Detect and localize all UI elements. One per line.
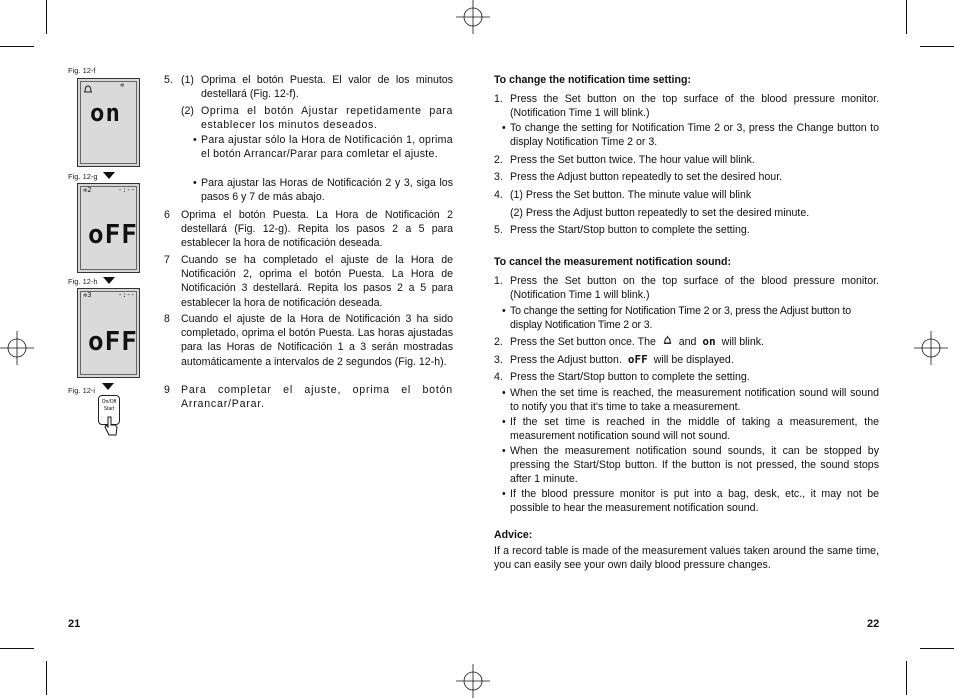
hand-pointer-icon — [103, 415, 119, 437]
time-indicator: -:-- — [118, 291, 135, 299]
section-heading: To change the notification time setting: — [494, 74, 691, 86]
list-text-part: Press the Set button once. The — [510, 336, 656, 348]
step-text: Oprima el botón Puesta. El valor de los minutos destellará (Fig. 12-f). — [201, 74, 453, 101]
bullet-text: Para ajustar sólo la Hora de Notificación 1, oprima el botón Arrancar/Parar para comletar el ajuste. — [201, 134, 453, 161]
bullet: • — [193, 134, 197, 146]
step-text: Cuando el ajuste de la Hora de Notificación 3 ha sido completado, oprima el botón Puesta. Las horas ajustadas para las Horas de Notificación 1 a 3 serán mostradas automáticamente a intervalos de 2 segundos (Fig. 12-h). — [181, 313, 453, 368]
page-number: 21 — [68, 618, 81, 630]
registration-mark-icon — [0, 331, 34, 365]
list-text — [510, 353, 879, 367]
bell-icon: ✲3 — [83, 291, 92, 299]
list-text: To change the setting for Notification Time 2 or 3, press the Adjust button to display Notification Time 2 or 3. — [510, 305, 852, 332]
step-number: 7 — [164, 254, 170, 266]
page-number: 22 — [867, 618, 880, 630]
crop-mark — [906, 661, 907, 695]
bell-icon — [662, 335, 673, 346]
list-number: 1. — [494, 275, 503, 287]
blink-indicator: ✲ — [120, 81, 125, 89]
list-text: Press the Start/Stop button to complete the setting. — [510, 224, 750, 236]
crop-mark — [0, 648, 34, 649]
list-text: Press the Set button on the top surface of the blood pressure monitor. (Notification Time 1 will blink.) — [510, 275, 879, 302]
button-label: Start — [103, 406, 115, 412]
registration-mark-icon — [914, 331, 948, 365]
crop-mark — [46, 661, 47, 695]
button-label: On/Off — [101, 399, 117, 405]
bullet: • — [502, 416, 506, 428]
list-number: 5. — [494, 224, 503, 236]
crop-mark — [46, 0, 47, 34]
time-indicator: -:-- — [118, 186, 135, 194]
lcd-value: on — [90, 99, 121, 127]
bullet: • — [502, 387, 506, 399]
bullet-text: When the set time is reached, the measurement notification sound will sound to notify you that it's time to take a measurement. — [510, 387, 879, 414]
arrow-down-icon — [103, 277, 115, 284]
section-heading: To cancel the measurement notification sound: — [494, 256, 732, 268]
step-text: Oprima el botón Ajustar repetidamente para establecer los minutos deseados. — [201, 105, 453, 132]
advice-heading: Advice: — [494, 529, 533, 541]
substep-number: (2) — [181, 105, 194, 117]
list-text: Press the Set button on the top surface of the blood pressure monitor. (Notification Time 1 will blink.) — [510, 93, 879, 120]
list-text-part: Press the Adjust button. — [510, 354, 622, 366]
registration-mark-icon — [456, 664, 490, 698]
step-number: 9 — [164, 384, 170, 396]
bullet: • — [502, 488, 506, 500]
step-text: Para completar el ajuste, oprima el botón Arrancar/Parar. — [181, 384, 453, 411]
lcd-display — [77, 288, 140, 378]
bullet: • — [502, 122, 506, 134]
step-number: 8 — [164, 313, 170, 325]
bullet: • — [502, 445, 506, 457]
lcd-display — [77, 78, 140, 167]
list-text — [510, 335, 879, 349]
list-number: 2. — [494, 154, 503, 166]
figure-label: Fig. 12-h — [68, 277, 98, 286]
bullet-text: When the measurement notification sound sounds, it can be stopped by pressing the Start/Stop button. If the button is not pressed, the sound stops after 1 minute. — [510, 445, 879, 486]
list-number: 2. — [494, 336, 503, 348]
on-display-icon: on — [702, 335, 716, 348]
arrow-down-icon — [102, 383, 114, 390]
list-number: 4. — [494, 189, 503, 201]
arrow-down-icon — [103, 172, 115, 179]
off-display-icon: oFF — [627, 353, 648, 366]
bullet: • — [502, 305, 506, 317]
crop-mark — [0, 46, 34, 47]
list-text: (1) Press the Set button. The minute value will blink — [510, 189, 752, 201]
list-number: 1. — [494, 93, 503, 105]
figure-label: Fig. 12-g — [68, 172, 98, 181]
bullet-text: Para ajustar las Horas de Notificación 2 y 3, siga los pasos 6 y 7 de más abajo. — [201, 177, 453, 204]
lcd-value: oFF — [88, 327, 138, 357]
bullet-text: If the blood pressure monitor is put into a bag, desk, etc., it may not be possible to hear the measurement notification sound. — [510, 488, 879, 515]
bullet: • — [193, 177, 197, 189]
step-text: Oprima el botón Puesta. La Hora de Notificación 2 destellará (Fig. 12-g). Repita los pasos 2 a 5 para establecer la hora de notificación deseada. — [181, 209, 453, 250]
step-number: 5. — [164, 74, 173, 86]
substep-number: (1) — [181, 74, 194, 86]
crop-mark — [906, 0, 907, 34]
list-text: Press the Start/Stop button to complete the setting. — [510, 371, 750, 383]
bell-icon — [82, 83, 94, 95]
list-text-part: will be displayed. — [653, 354, 734, 366]
lcd-display — [77, 183, 140, 273]
list-number: 3. — [494, 354, 503, 366]
list-text-part: will blink. — [721, 336, 764, 348]
bell-icon: ✲2 — [83, 186, 92, 194]
advice-text: If a record table is made of the measurement values taken around the same time, you can easily see your own daily blood pressure changes. — [494, 545, 879, 572]
step-text: Cuando se ha completado el ajuste de la Hora de Notificación 2, oprima el botón Puesta. La Hora de Notificación 3 destellará. Repita los pasos 2 a 5 para establecer la hora de notificación deseada. — [181, 254, 453, 309]
list-text: Press the Adjust button repeatedly to set the desired hour. — [510, 171, 783, 183]
lcd-value: oFF — [88, 220, 138, 250]
step-number: 6 — [164, 209, 170, 221]
crop-mark — [920, 46, 954, 47]
registration-mark-icon — [456, 0, 490, 34]
list-text: (2) Press the Adjust button repeatedly to set the desired minute. — [510, 207, 810, 219]
list-number: 4. — [494, 371, 503, 383]
list-text: To change the setting for Notification Time 2 or 3, press the Change button to display Notification Time 2 or 3. — [510, 122, 879, 149]
figure-label: Fig. 12-f — [68, 66, 96, 75]
list-number: 3. — [494, 171, 503, 183]
bullet-text: If the set time is reached in the middle of taking a measurement, the measurement notification sound will not sound. — [510, 416, 879, 443]
figure-label: Fig. 12-i — [68, 386, 96, 395]
list-text: Press the Set button twice. The hour value will blink. — [510, 154, 755, 166]
list-text-part: and — [678, 336, 697, 348]
crop-mark — [920, 648, 954, 649]
